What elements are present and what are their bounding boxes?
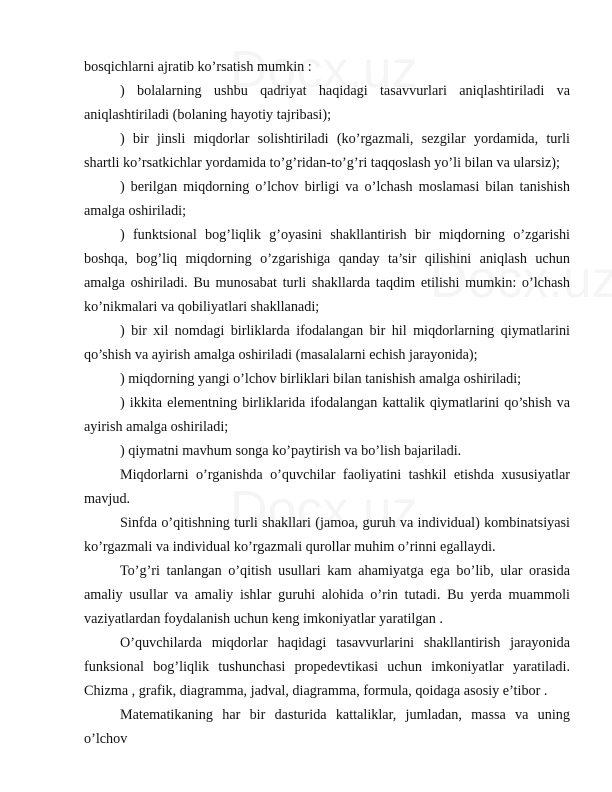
paragraph: O’quvchilarda miqdorlar haqidagi tasavvurlarini shakllantirish jarayonida funksional bog’liqlik tushunchasi propedevtikasi uchun imkoniyatlar yaratiladi. Chizma , grafik, diagramma, jadval, diagramma, formula, qoidaga asosiy e’tibor .	[84, 635, 570, 699]
paragraph: bosqichlarni ajratib ko’rsatish mumkin :	[84, 59, 312, 75]
paragraph: To’g’ri tanlangan o’qitish usullari kam ahamiyatga ega bo’lib, ular orasida amaliy usullar va amaliy ishlar guruhi alohida o’rin tutadi. Bu yerda muammoli vaziyatlardan foydalanish uchun keng imkoniyatlar yaratilgan .	[84, 563, 570, 627]
list-item: ) qiymatni mavhum songa ko’paytirish va bo’lish bajariladi.	[120, 443, 462, 459]
document-page	[84, 55, 570, 751]
paragraph: Sinfda o’qitishning turli shakllari (jamoa, guruh va individual) kombinatsiyasi ko’rgazmali va individual ko’rgazmali qurollar muhim o’rinni egallaydi.	[84, 515, 570, 555]
list-item: ) berilgan miqdorning o’lchov birligi va o’lchash moslamasi bilan tanishish amalga oshiriladi;	[84, 179, 570, 219]
list-item: ) miqdorning yangi o’lchov birliklari bilan tanishish amalga oshiriladi;	[120, 371, 522, 387]
list-item: ) bolalarning ushbu qadriyat haqidagi tasavvurlari aniqlashtiriladi va aniqlashtiriladi (bolaning hayotiy tajribasi);	[84, 83, 570, 123]
list-item: ) ikkita elementning birliklarida ifodalangan kattalik qiymatlarini qo’shish va ayirish amalga oshiriladi;	[84, 395, 570, 435]
list-item: ) bir jinsli miqdorlar solishtiriladi (ko’rgazmali, sezgilar yordamida, turli shartli ko’rsatkichlar yordamida to’g’ridan-to’g’ri taqqoslash yo’li bilan va ularsiz);	[84, 131, 570, 171]
paragraph: Miqdorlarni o’rganishda o’quvchilar faoliyatini tashkil etishda xususiyatlar mavjud.	[84, 467, 570, 507]
list-item: ) funktsional bog’liqlik g’oyasini shakllantirish bir miqdorning o’zgarishi boshqa, bog’liq miqdorning o’zgarishiga qanday ta’sir qilishini aniqlash uchun amalga oshiriladi. Bu munosabat turli shakllarda taqdim etilishi mumkin: o’lchash ko’nikmalari va qobiliyatlari shakllanadi;	[84, 227, 570, 315]
paragraph: Matematikaning har bir dasturida kattaliklar, jumladan, massa va uning o’lchov	[84, 707, 570, 747]
list-item: ) bir xil nomdagi birliklarda ifodalangan bir hil miqdorlarning qiymatlarini qo’shish va ayirish amalga oshiriladi (masalalarni echish jarayonida);	[84, 323, 570, 363]
